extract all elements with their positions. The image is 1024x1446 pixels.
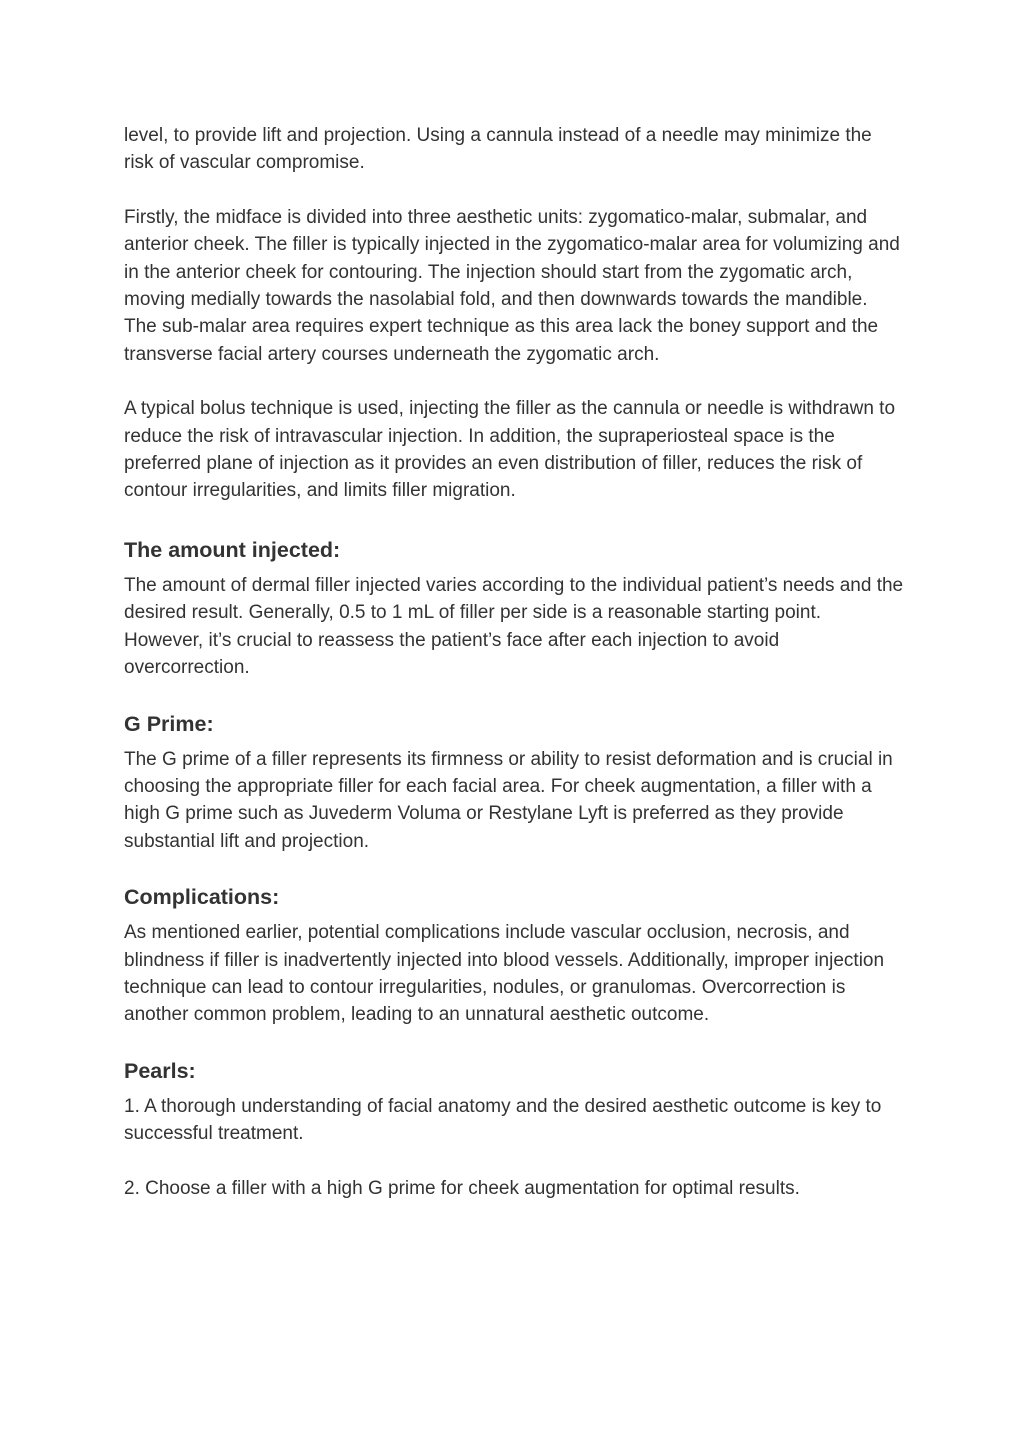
amount-injected-heading: The amount injected: — [124, 537, 341, 562]
amount-injected-body: The amount of dermal filler injected varies according to the individual patient’s needs and the desired result. Generally, 0.5 to 1 mL of filler per side is a reasonable starting point. However, it’s crucial to reassess the patient’s face after each injection to avoid overcorrection. — [124, 574, 904, 679]
pearls-item-1: 1. A thorough understanding of facial anatomy and the desired aesthetic outcome is key to successful treatment. — [124, 1095, 882, 1145]
g-prime-body: The G prime of a filler represents its firmness or ability to resist deformation and is crucial in choosing the appropriate filler for each facial area. For cheek augmentation, a filler with a high G prime such as Juvederm Voluma or Restylane Lyft is preferred as they provide substantial lift and projection. — [124, 748, 893, 852]
complications-body: As mentioned earlier, potential complications include vascular occlusion, necrosis, and blindness if filler is inadvertently injected into blood vessels. Additionally, improper injection technique can lead to contour irregularities, nodules, or granulomas. Overcorrection is another common problem, leading to an unnatural aesthetic outcome. — [124, 922, 885, 1026]
g-prime-heading: G Prime: — [124, 711, 214, 736]
document-page — [124, 122, 904, 1202]
pearls-item-2: 2. Choose a filler with a high G prime for cheek augmentation for optimal results. — [124, 1177, 800, 1199]
complications-heading: Complications: — [124, 885, 280, 910]
intro-paragraph-2: Firstly, the midface is divided into three aesthetic units: zygomatico-malar, submalar, and anterior cheek. The filler is typically injected in the zygomatico-malar area for volumizing and in the anterior cheek for contouring. The injection should start from the zygomatic arch, moving medially towards the nasolabial fold, and then downwards towards the mandible. The sub-malar area requires expert technique as this area lack the boney support and the transverse facial artery courses underneath the zygomatic arch. — [124, 206, 900, 365]
intro-paragraph-1: level, to provide lift and projection. Using a cannula instead of a needle may minimize the risk of vascular compromise. — [124, 125, 872, 174]
intro-paragraph-3: A typical bolus technique is used, injecting the filler as the cannula or needle is withdrawn to reduce the risk of intravascular injection. In addition, the supraperiosteal space is the preferred plane of injection as it provides an even distribution of filler, reduces the risk of contour irregularities, and limits filler migration. — [124, 398, 896, 502]
pearls-heading: Pearls: — [124, 1058, 196, 1083]
